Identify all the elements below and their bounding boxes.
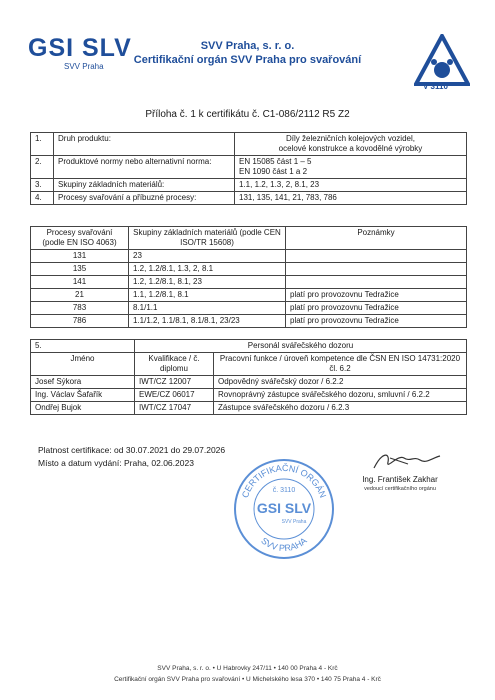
column-header: Kvalifikace / č. diplomu [135, 353, 214, 376]
table-row [31, 389, 467, 402]
table-row [31, 179, 467, 192]
column-header: Skupiny základních materiálů (podle CEN ISO/TR 15608) [129, 227, 286, 250]
process-cell: 21 [31, 289, 129, 302]
table-row [31, 192, 467, 205]
process-cell: 786 [31, 315, 129, 328]
row-value [235, 133, 467, 156]
stamp-sub: SVV Praha [281, 519, 307, 525]
table-row [31, 315, 467, 328]
value-line: ocelové konstrukce a kovodělné výrobky [278, 144, 423, 153]
row-label: Druh produktu: [54, 133, 235, 156]
process-cell: 141 [31, 276, 129, 289]
footer-address-2: Certifikační orgán SVV Praha pro svařování • U Michelského lesa 370 • 140 75 Praha 4 - Krč [114, 676, 381, 683]
function-cell: Zástupce svářečského dozoru / 6.2.3 [214, 402, 467, 415]
organization-title: SVV Praha, s. r. o. [200, 40, 295, 52]
note-cell [286, 276, 467, 289]
materials-cell: 1.1, 1.2/8.1, 8.1 [129, 289, 286, 302]
table-row [31, 250, 467, 263]
row-label: Produktové normy nebo alternativní norma: [54, 156, 235, 179]
process-cell: 783 [31, 302, 129, 315]
table-header-row [31, 353, 467, 376]
process-table [30, 226, 467, 328]
name-cell: Josef Sýkora [31, 376, 135, 389]
row-label: Skupiny základních materiálů: [54, 179, 235, 192]
row-number: 2. [31, 156, 54, 179]
table-row [31, 376, 467, 389]
certification-stamp [232, 457, 336, 561]
product-info-table [30, 132, 467, 205]
materials-cell: 1.1/1.2, 1.1/8.1, 8.1/8.1, 23/23 [129, 315, 286, 328]
note-cell: platí pro provozovnu Tedražice [286, 315, 467, 328]
table-row [31, 263, 467, 276]
qualification-cell: EWE/CZ 06017 [135, 389, 214, 402]
accreditation-badge: V 3110 [423, 82, 448, 91]
section-header-row [31, 340, 467, 353]
organization-subtitle: Certifikační orgán SVV Praha pro svařování [133, 54, 362, 66]
table-row [31, 402, 467, 415]
column-header: Poznámky [286, 227, 467, 250]
row-number: 4. [31, 192, 54, 205]
place-date-text: Místo a datum vydání: Praha, 02.06.2023 [38, 458, 194, 468]
table-header-row [31, 227, 467, 250]
footer-address-1: SVV Praha, s. r. o. • U Habrovky 247/11 • 140 00 Praha 4 - Krč [157, 665, 338, 672]
note-cell [286, 250, 467, 263]
certification-triangle-icon [414, 34, 470, 88]
column-header: Procesy svařování (podle EN ISO 4063) [31, 227, 129, 250]
materials-cell: 23 [129, 250, 286, 263]
materials-cell: 8.1/1.1 [129, 302, 286, 315]
personnel-table [30, 339, 467, 415]
validity-text: Platnost certifikace: od 30.07.2021 do 29.07.2026 [38, 445, 226, 455]
table-row [31, 156, 467, 179]
row-number: 5. [31, 340, 135, 353]
qualification-cell: IWT/CZ 17047 [135, 402, 214, 415]
value-line: Díly železničních kolejových vozidel, [286, 134, 415, 143]
table-row [31, 289, 467, 302]
stamp-bottom-text: SVV PRAHA [259, 535, 309, 554]
process-cell: 131 [31, 250, 129, 263]
qualification-cell: IWT/CZ 12007 [135, 376, 214, 389]
note-cell [286, 263, 467, 276]
process-cell: 135 [31, 263, 129, 276]
row-value: 131, 135, 141, 21, 783, 786 [235, 192, 467, 205]
note-cell: platí pro provozovnu Tedražice [286, 302, 467, 315]
stamp-arc-text: CERTIFIKAČNÍ ORGÁN [239, 462, 329, 500]
column-header: Pracovní funkce / úroveň kompetence dle ČSN EN ISO 14731:2020 čl. 6.2 [214, 353, 467, 376]
name-cell: Ondřej Bujok [31, 402, 135, 415]
name-cell: Ing. Václav Šafařík [31, 389, 135, 402]
value-line: EN 1090 část 1 a 2 [239, 167, 308, 176]
section-title: Personál svářečského dozoru [135, 340, 467, 353]
stamp-logo: GSI SLV [256, 500, 312, 516]
annex-title: Příloha č. 1 k certifikátu č. C1-086/2112 R5 Z2 [145, 109, 350, 120]
row-value: 1.1, 1.2, 1.3, 2, 8.1, 23 [235, 179, 467, 192]
materials-cell: 1.2, 1.2/8.1, 8.1, 23 [129, 276, 286, 289]
stamp-number: č. 3110 [272, 487, 296, 494]
table-row [31, 302, 467, 315]
value-line: EN 15085 část 1 – 5 [239, 157, 312, 166]
signer-name: Ing. František Zakhar [362, 475, 438, 484]
note-cell: platí pro provozovnu Tedražice [286, 289, 467, 302]
materials-cell: 1.2, 1.2/8.1, 1.3, 2, 8.1 [129, 263, 286, 276]
table-row [31, 133, 467, 156]
function-cell: Odpovědný svářečský dozor / 6.2.2 [214, 376, 467, 389]
logo-subtitle: SVV Praha [64, 62, 104, 71]
handwritten-signature [368, 448, 448, 474]
function-cell: Rovnoprávný zástupce svářečského dozoru, smluvní / 6.2.2 [214, 389, 467, 402]
row-number: 1. [31, 133, 54, 156]
row-number: 3. [31, 179, 54, 192]
row-label: Procesy svařování a příbuzné procesy: [54, 192, 235, 205]
table-row [31, 276, 467, 289]
gsi-slv-logo: GSI SLV [28, 34, 132, 62]
column-header: Jméno [31, 353, 135, 376]
row-value [235, 156, 467, 179]
signer-role: vedoucí certifikačního orgánu [364, 486, 436, 492]
